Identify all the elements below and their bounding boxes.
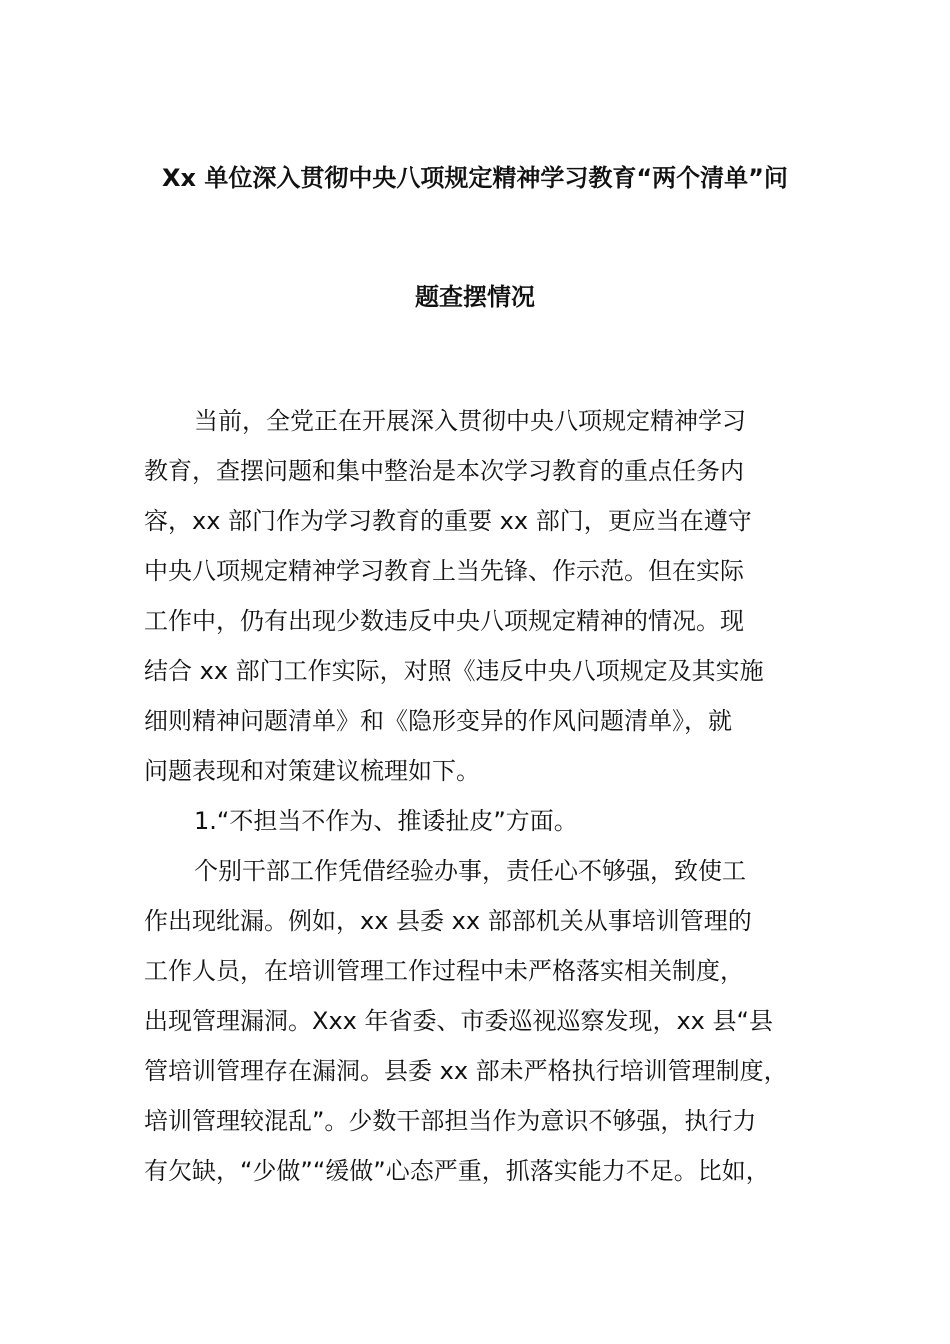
paragraph-line: 工作人员，在培训管理工作过程中未严格落实相关制度， bbox=[144, 957, 744, 985]
paragraph-line: 个别干部工作凭借经验办事，责任心不够强，致使工 bbox=[194, 857, 746, 885]
document-title-line-1: Xx 单位深入贯彻中央八项规定精神学习教育“两个清单”问 bbox=[162, 164, 788, 192]
paragraph-line: 当前，全党正在开展深入贯彻中央八项规定精神学习 bbox=[194, 407, 746, 435]
paragraph-line: 作出现纰漏。例如，xx 县委 xx 部部机关从事培训管理的 bbox=[144, 907, 752, 935]
paragraph-line: 工作中，仍有出现少数违反中央八项规定精神的情况。现 bbox=[144, 607, 744, 635]
paragraph-line: 细则精神问题清单》和《隐形变异的作风问题清单》，就 bbox=[144, 707, 732, 735]
paragraph-line: 培训管理较混乱”。少数干部担当作为意识不够强，执行力 bbox=[144, 1107, 757, 1135]
paragraph-line: 中央八项规定精神学习教育上当先锋、作示范。但在实际 bbox=[144, 557, 744, 585]
paragraph-line: 结合 xx 部门工作实际，对照《违反中央八项规定及其实施 bbox=[144, 657, 764, 685]
document-title-line-2: 题查摆情况 bbox=[415, 283, 535, 311]
paragraph-line: 管培训管理存在漏洞。县委 xx 部未严格执行培训管理制度， bbox=[144, 1057, 788, 1085]
paragraph-line: 教育，查摆问题和集中整治是本次学习教育的重点任务内 bbox=[144, 457, 744, 485]
paragraph-line: 问题表现和对策建议梳理如下。 bbox=[144, 757, 480, 785]
paragraph-line: 出现管理漏洞。Xxx 年省委、市委巡视巡察发现，xx 县“县 bbox=[144, 1007, 773, 1035]
section-heading: 1.“不担当不作为、推诿扯皮”方面。 bbox=[194, 807, 578, 835]
paragraph-line: 有欠缺，“少做”“缓做”心态严重，抓落实能力不足。比如， bbox=[144, 1157, 770, 1185]
paragraph-line: 容，xx 部门作为学习教育的重要 xx 部门，更应当在遵守 bbox=[144, 507, 752, 535]
